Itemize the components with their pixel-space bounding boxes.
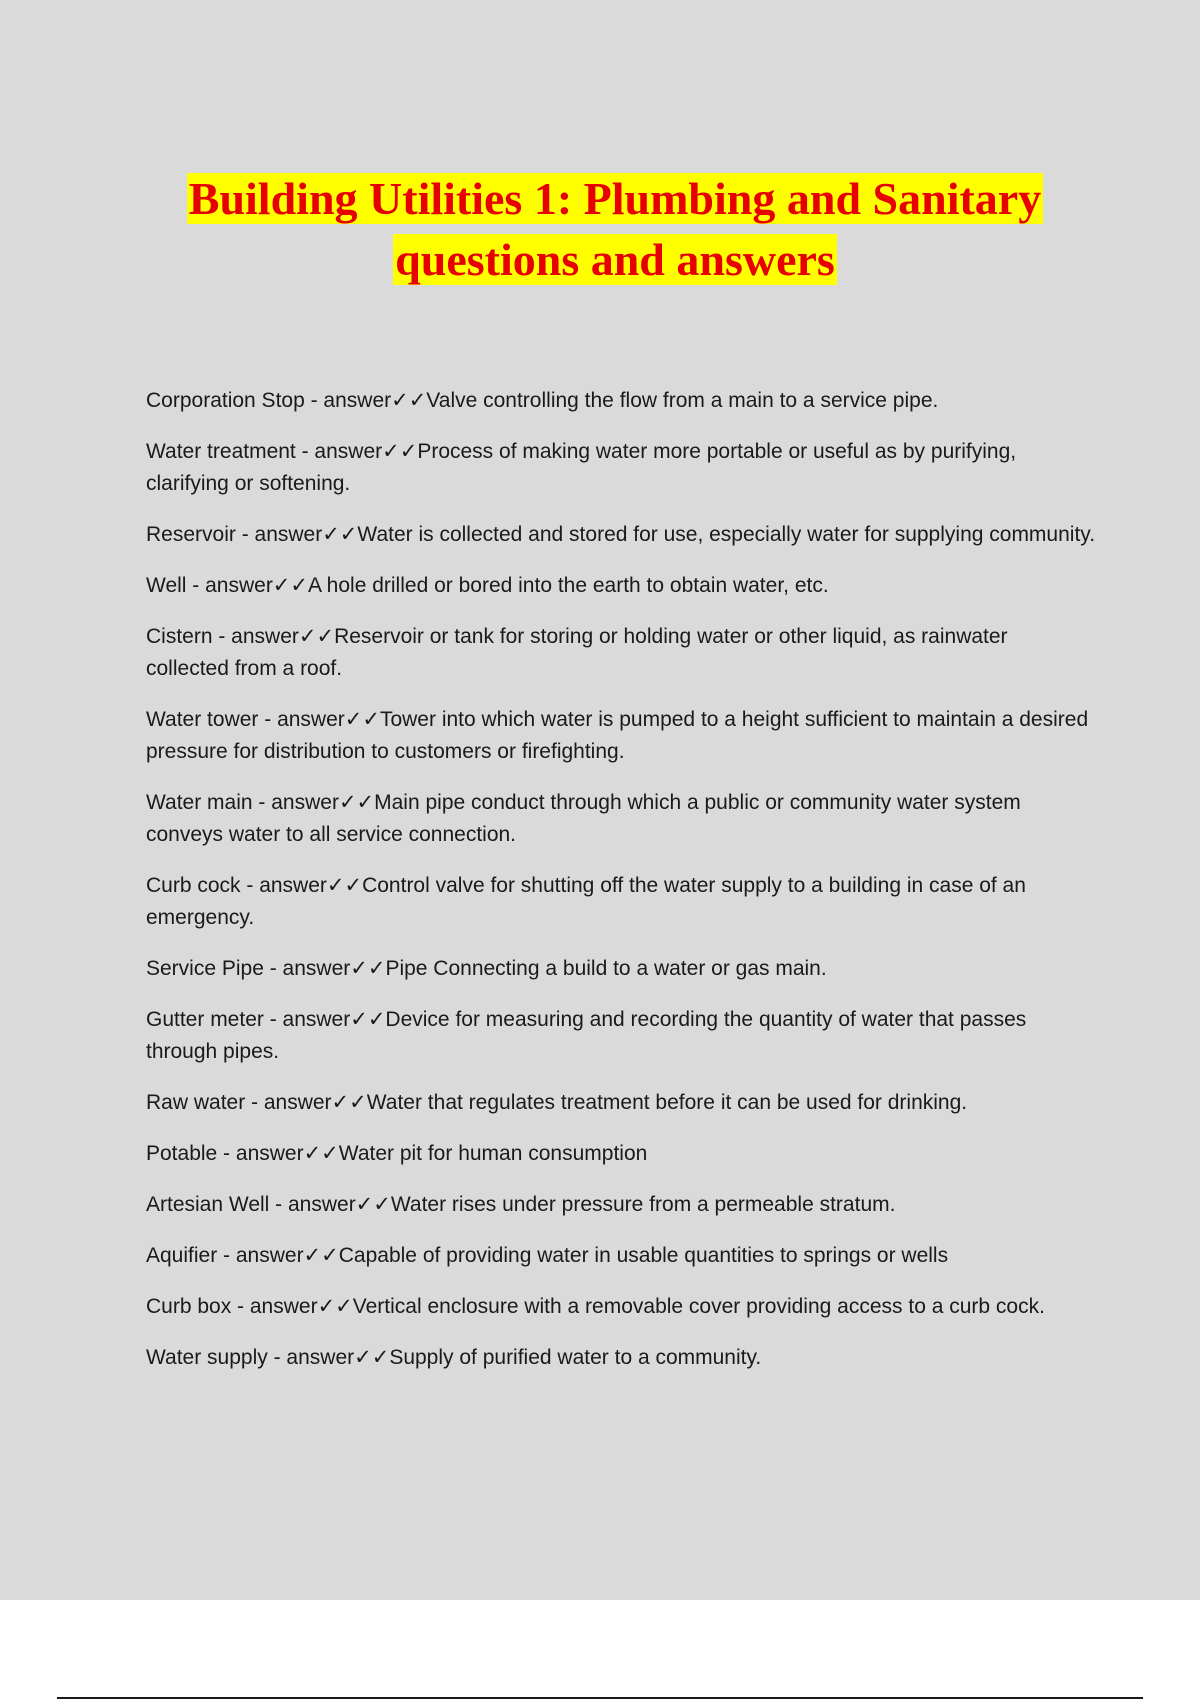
qa-item-reservoir: Reservoir - answer✓✓Water is collected and stored for use, especially water for supplying community. — [146, 523, 1096, 546]
qa-list — [146, 385, 1096, 1393]
title-line-2: questions and answers — [395, 234, 835, 285]
qa-item-corporation-stop: Corporation Stop - answer✓✓Valve controlling the flow from a main to a service pipe. — [146, 389, 939, 412]
qa-item-water-supply: Water supply - answer✓✓Supply of purified water to a community. — [146, 1346, 762, 1369]
qa-item-water-treatment: Water treatment - answer✓✓Process of making water more portable or useful as by purifying, clarifying or softening. — [146, 440, 1017, 495]
document-title — [100, 168, 1130, 290]
qa-item-cistern: Cistern - answer✓✓Reservoir or tank for storing or holding water or other liquid, as rainwater collected from a roof. — [146, 625, 1008, 680]
title-line-1: Building Utilities 1: Plumbing and Sanitary — [188, 173, 1042, 224]
qa-item-artesian-well: Artesian Well - answer✓✓Water rises under pressure from a permeable stratum. — [146, 1193, 896, 1216]
qa-item-water-main: Water main - answer✓✓Main pipe conduct through which a public or community water system conveys water to all service connection. — [146, 791, 1021, 846]
qa-item-potable: Potable - answer✓✓Water pit for human consumption — [146, 1142, 648, 1165]
qa-item-well: Well - answer✓✓A hole drilled or bored into the earth to obtain water, etc. — [146, 574, 829, 597]
qa-item-service-pipe: Service Pipe - answer✓✓Pipe Connecting a build to a water or gas main. — [146, 957, 827, 980]
qa-item-water-tower: Water tower - answer✓✓Tower into which water is pumped to a height sufficient to maintain a desired pressure for distribution to customers or firefighting. — [146, 708, 1089, 763]
qa-item-raw-water: Raw water - answer✓✓Water that regulates treatment before it can be used for drinking. — [146, 1091, 968, 1114]
footer-divider — [57, 1697, 1143, 1699]
qa-item-curb-cock: Curb cock - answer✓✓Control valve for shutting off the water supply to a building in case of an emergency. — [146, 874, 1026, 929]
qa-item-gutter-meter: Gutter meter - answer✓✓Device for measuring and recording the quantity of water that passes through pipes. — [146, 1008, 1027, 1063]
qa-item-curb-box: Curb box - answer✓✓Vertical enclosure with a removable cover providing access to a curb cock. — [146, 1295, 1045, 1318]
qa-item-aquifier: Aquifier - answer✓✓Capable of providing water in usable quantities to springs or wells — [146, 1244, 949, 1267]
